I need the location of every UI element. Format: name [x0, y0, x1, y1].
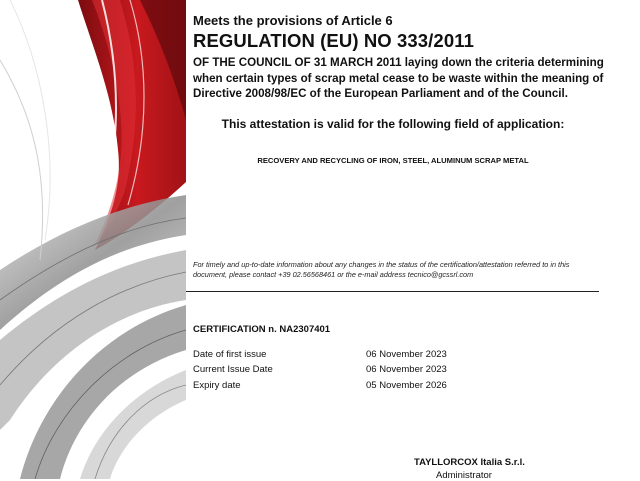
decorative-swoosh-graphic — [0, 0, 186, 479]
date-label: Current Issue Date — [193, 364, 273, 376]
regulation-subtitle: OF THE COUNCIL OF 31 MARCH 2011 laying down the criteria determining when certain types of scrap metal cease to be waste within the meaning of Directive 2008/98/EC of the European Parliament and of the Council. — [193, 56, 604, 100]
divider-line — [186, 291, 599, 292]
date-value: 06 November 2023 — [366, 364, 447, 376]
article-heading: Meets the provisions of Article 6 — [193, 13, 393, 28]
date-row — [193, 380, 493, 395]
signatory-company: TAYLLORCOX Italia S.r.l. — [414, 457, 525, 468]
date-label: Expiry date — [193, 379, 241, 391]
signatory-role: Administrator — [436, 470, 492, 481]
field-of-application: RECOVERY AND RECYCLING OF IRON, STEEL, ALUMINUM SCRAP METAL — [257, 156, 529, 165]
dates-table — [193, 349, 493, 395]
date-value: 06 November 2023 — [366, 349, 447, 360]
date-label: Date of first issue — [193, 349, 267, 360]
date-row — [193, 349, 493, 364]
contact-note: For timely and up-to-date information about any changes in the status of the certification/attestation referred to in this document, please contact +39 02.56568461 or the e-mail address tecnico@gcssrl.com — [193, 260, 570, 279]
date-value: 05 November 2026 — [366, 379, 447, 391]
date-row — [193, 364, 493, 379]
validity-statement: This attestation is valid for the following field of application: — [221, 117, 565, 131]
certification-number: CERTIFICATION n. NA2307401 — [193, 324, 331, 335]
regulation-title: REGULATION (EU) NO 333/2011 — [193, 30, 474, 51]
